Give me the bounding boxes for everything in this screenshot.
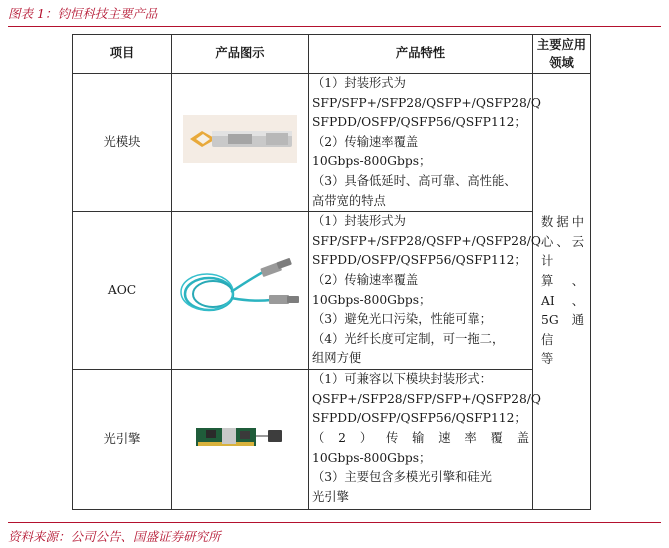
feature-line: （3）主要包含多模光引擎和硅光 xyxy=(312,470,492,485)
application-cell xyxy=(533,74,591,510)
bottom-rule xyxy=(8,522,661,523)
row-item: 光引擎 xyxy=(73,370,172,510)
application-line: 算、AI、 xyxy=(541,273,584,308)
header-item: 项目 xyxy=(73,35,172,74)
row-features xyxy=(309,370,542,510)
row-item: AOC xyxy=(73,212,172,370)
application-line: 5G 通信 xyxy=(541,313,584,347)
feature-line: （4）光纤长度可定制，可一拖二， xyxy=(312,331,505,346)
table-row xyxy=(73,370,591,510)
feature-line: SFP/SFP+/SFP28/QSFP+/QSFP28/Q xyxy=(312,233,542,248)
optical-engine-icon xyxy=(192,416,288,456)
row-features xyxy=(309,74,542,212)
feature-line: （1）封装形式为 xyxy=(312,76,406,90)
product-table xyxy=(72,34,591,510)
feature-line: （2）传输速率覆盖 xyxy=(312,134,419,149)
aoc-cable-image xyxy=(172,212,309,370)
feature-line: 10Gbps-800Gbps； xyxy=(312,292,432,307)
row-features xyxy=(309,212,542,370)
feature-line: （1）可兼容以下模块封装形式： xyxy=(312,372,492,387)
header-application xyxy=(533,35,591,74)
feature-line: SFPDD/OSFP/QSFP56/QSFP112； xyxy=(312,411,527,426)
feature-line: （2）传输速率覆盖 xyxy=(312,272,419,287)
feature-line: （2）传输速率覆盖 xyxy=(312,430,529,445)
feature-line: SFPDD/OSFP/QSFP56/QSFP112； xyxy=(312,253,527,268)
row-item: 光模块 xyxy=(73,74,172,212)
feature-line: SFPDD/OSFP/QSFP56/QSFP112； xyxy=(312,115,527,130)
feature-line: 光引擎 xyxy=(312,489,349,504)
feature-line: （1）封装形式为 xyxy=(312,214,406,229)
header-application-line2: 领域 xyxy=(549,56,574,70)
aoc-cable-icon xyxy=(179,252,301,322)
feature-line: （3）避免光口污染，性能可靠； xyxy=(312,312,492,327)
application-line: 心、云计 xyxy=(541,234,584,269)
figure-caption: 图表 1：钧恒科技主要产品 xyxy=(8,6,158,21)
feature-line: 10Gbps-800Gbps； xyxy=(312,450,432,465)
feature-line: SFP/SFP+/SFP28/QSFP+/QSFP28/Q xyxy=(312,95,542,110)
feature-line: QSFP+/SFP28/SFP/SFP+/QSFP28/Q xyxy=(312,391,542,406)
feature-line: 10Gbps-800Gbps； xyxy=(312,154,432,169)
feature-line: 组网方便 xyxy=(312,351,362,366)
header-application-line1: 主要应用 xyxy=(536,38,587,52)
header-image: 产品图示 xyxy=(172,35,309,74)
top-rule xyxy=(8,26,661,27)
table-header-row xyxy=(73,35,591,74)
feature-line: （3）具备低延时、高可靠、高性能、 xyxy=(312,173,517,188)
optical-engine-image xyxy=(172,370,309,510)
application-line: 数据中 xyxy=(541,215,584,230)
source-note: 资料来源：公司公告、国盛证券研究所 xyxy=(8,529,221,544)
table-row xyxy=(73,212,591,370)
optical-module-icon xyxy=(180,109,300,169)
table-row xyxy=(73,74,591,212)
header-features: 产品特性 xyxy=(309,35,533,74)
feature-line: 高带宽的特点 xyxy=(312,193,386,208)
optical-module-image xyxy=(172,74,309,212)
application-line: 等 xyxy=(541,352,554,367)
